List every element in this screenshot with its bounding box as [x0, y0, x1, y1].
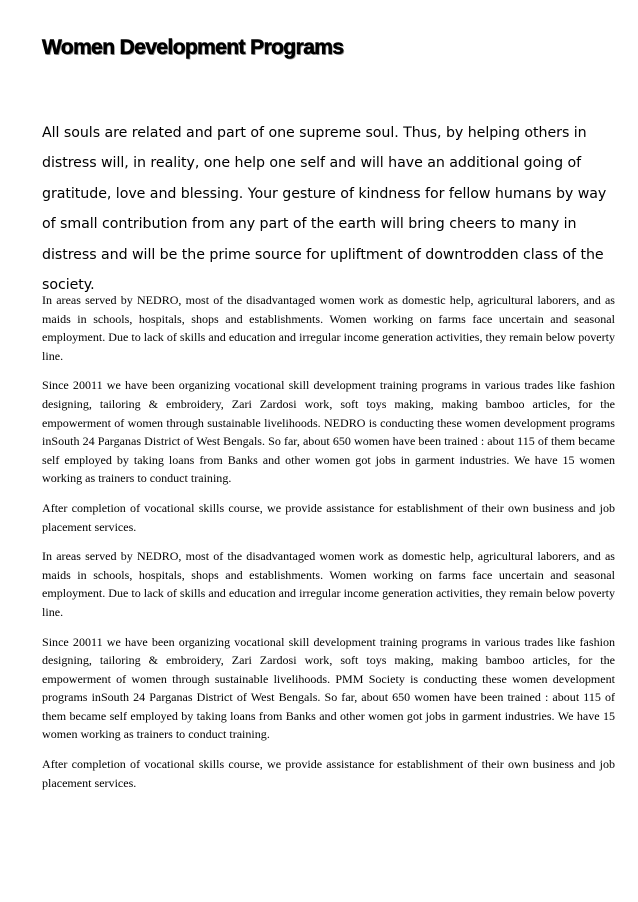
intro-paragraph: All souls are related and part of one supreme soul. Thus, by helping others in distress will, in reality, one help one self and will have an additional going of gratitude, love and blessing. Your gesture of kindness for fellow humans by way of small contribution from any part of the earth will bring cheers to many in distress and will be the prime source for upliftment of downtrodden class of the society. [42, 125, 607, 294]
paragraph-training-programs: Since 20011 we have been organizing vocational skill development training programs in various trades like fashion designing, tailoring & embroidery, Zari Zardosi work, soft toys making, making bamboo articles, for the empowerment of women through sustainable livelihoods. NEDRO is conducting these women development programs inSouth 24 Parganas District of West Bengals. So far, about 650 women have been trained : about 115 of them became self employed by taking loans from Banks and other women got jobs in garment industries. We have 15 women working as trainers to conduct training. [42, 378, 615, 486]
paragraph-assistance: After completion of vocational skills course, we provide assistance for establishment of their own business and job placement services. [42, 500, 615, 534]
paragraph-areas-served-repeat: In areas served by NEDRO, most of the disadvantaged women work as domestic help, agricultural laborers, and as maids in schools, hospitals, shops and establishments. Women working on farms face uncertain and seasonal employment. Due to lack of skills and education and irregular income generation activities, they remain below poverty line. [42, 549, 615, 619]
page-title: Women Development Programs [42, 36, 344, 59]
paragraph-areas-served: In areas served by NEDRO, most of the disadvantaged women work as domestic help, agricultural laborers, and as maids in schools, hospitals, shops and establishments. Women working on farms face uncertain and seasonal employment. Due to lack of skills and education and irregular income generation activities, they remain below poverty line. [42, 293, 615, 363]
paragraph-assistance-repeat: After completion of vocational skills course, we provide assistance for establishment of their own business and job placement services. [42, 757, 615, 790]
body-text [42, 291, 615, 803]
paragraph-training-programs-repeat: Since 20011 we have been organizing vocational skill development training programs in various trades like fashion designing, tailoring & embroidery, Zari Zardosi work, soft toys making, making bamboo articles, for the empowerment of women through sustainable livelihoods. PMM Society is conducting these women development programs inSouth 24 Parganas District of West Bengals. So far, about 650 women have been trained : about 115 of them became self employed by taking loans from Banks and other women got jobs in garment industries. We have 15 women working as trainers to conduct training. [42, 634, 615, 742]
